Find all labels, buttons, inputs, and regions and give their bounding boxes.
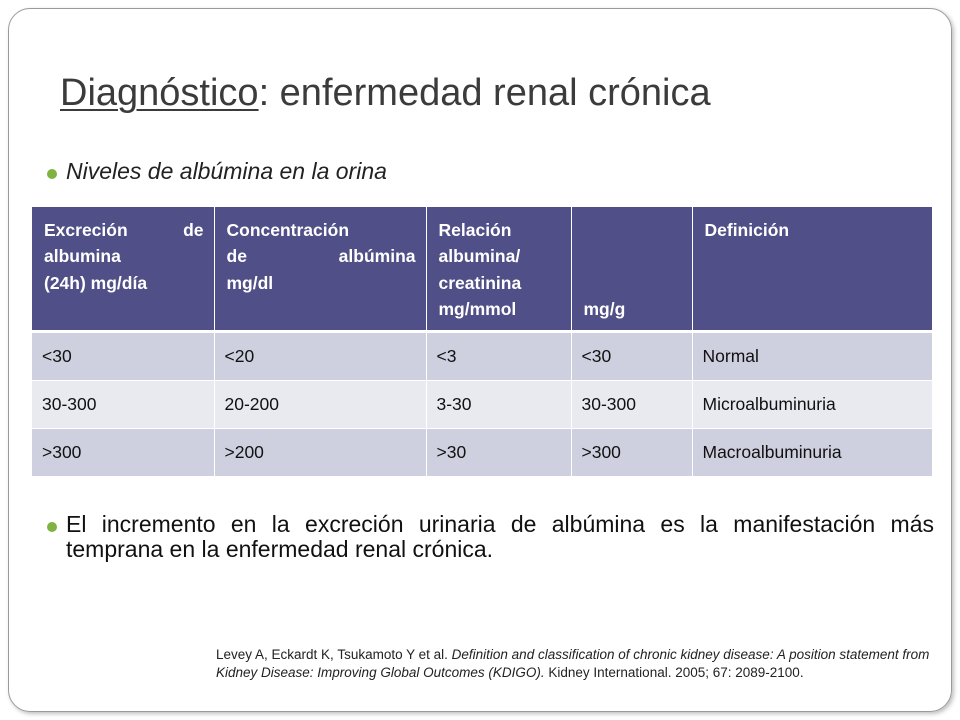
header-line: mg/g <box>583 298 626 319</box>
title-rest: : enfermedad renal crónica <box>258 72 711 114</box>
table-header-row <box>32 207 932 332</box>
table-cell: >300 <box>571 429 692 477</box>
header-line: creatinina <box>438 272 522 293</box>
table-cell: >200 <box>214 429 426 477</box>
header-line: mg/mmol <box>438 298 517 319</box>
table-cell: 30-300 <box>571 381 692 429</box>
header-concentracion <box>214 207 426 332</box>
reference-citation <box>216 646 956 682</box>
header-line: albumina/ <box>438 246 521 267</box>
title-underlined-word: Diagnóstico <box>60 72 259 114</box>
reference-title: Definition and classification of chronic kidney disease: A position statement from Kidney Disease: Improving Global Outcomes (KDIGO). <box>216 647 930 681</box>
table-cell: >30 <box>426 429 571 477</box>
table-cell: <20 <box>214 332 426 381</box>
body-text: El incremento en la excreción urinaria de albúmina es la manifestación más temprana en la enfermedad renal crónica. <box>66 511 934 563</box>
header-definicion <box>692 207 932 332</box>
table-cell: Macroalbuminuria <box>692 429 932 477</box>
header-mg-g <box>571 207 692 332</box>
table-cell: <30 <box>571 332 692 381</box>
header-line: Excreción de <box>44 220 204 240</box>
header-line: (24h) mg/día <box>44 272 148 293</box>
table-cell: <3 <box>426 332 571 381</box>
reference-journal: Kidney International. 2005; 67: 2089-2100. <box>544 665 804 681</box>
header-excrecion <box>32 207 214 332</box>
table-cell: <30 <box>32 332 214 381</box>
header-line: Definición <box>704 220 790 240</box>
table-cell: Microalbuminuria <box>692 381 932 429</box>
table-cell: 20-200 <box>214 381 426 429</box>
table-row <box>32 332 932 381</box>
table-cell: >300 <box>32 429 214 477</box>
albumin-table <box>32 207 932 477</box>
table-cell: Normal <box>692 332 932 381</box>
header-line: Concentración <box>226 220 350 240</box>
table-row <box>32 429 932 477</box>
sub-heading: Niveles de albúmina en la orina <box>66 158 387 184</box>
bullet-icon <box>47 169 57 179</box>
header-line: mg/dl <box>226 272 274 293</box>
table-cell: 30-300 <box>32 381 214 429</box>
header-relacion <box>426 207 571 332</box>
table-row <box>32 381 932 429</box>
header-line: de albúmina <box>226 246 416 267</box>
reference-authors: Levey A, Eckardt K, Tsukamoto Y et al. <box>216 647 452 662</box>
header-line: albumina <box>44 246 121 267</box>
slide-title <box>60 72 711 115</box>
bullet-icon <box>47 522 57 532</box>
header-line: Relación <box>438 220 512 240</box>
table-cell: 3-30 <box>426 381 571 429</box>
